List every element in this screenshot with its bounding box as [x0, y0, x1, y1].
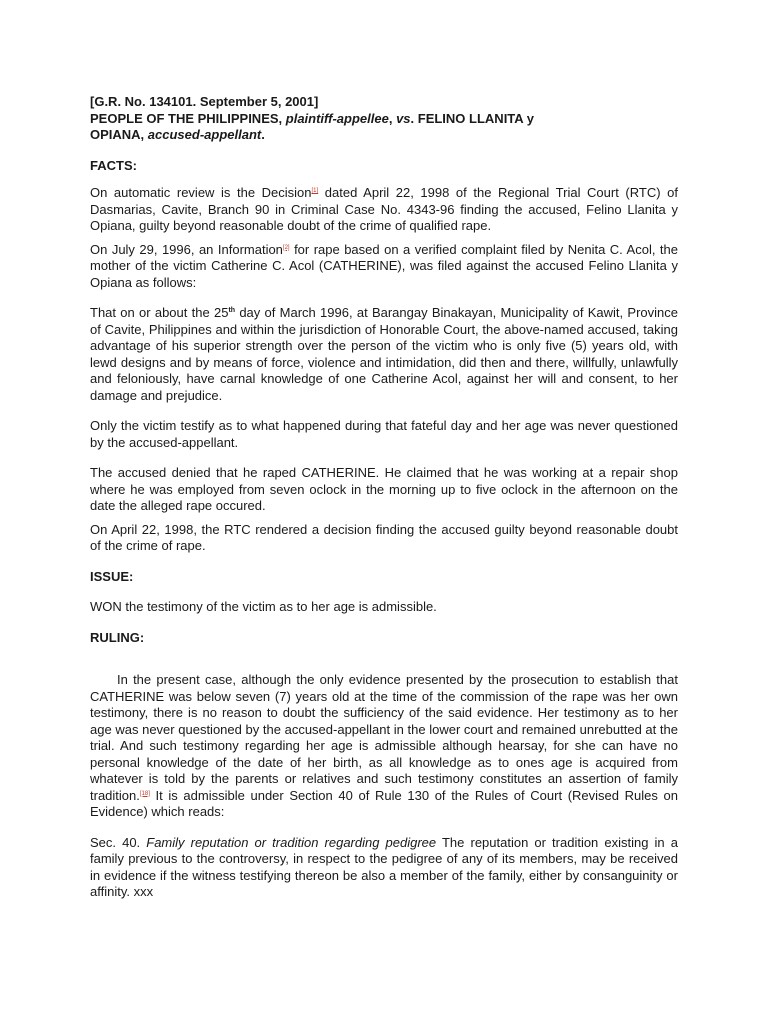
ruling-paragraph-2: Sec. 40. Family reputation or tradition regarding pedigree The reputation or tradition existing in a family previous to the controversy, in respect to the pedigree of any of its members, may be received in evidence if the witness testifying thereon be also a member of the family, either by consanguinity or affinity. xxx	[90, 834, 678, 899]
case-parties-cont: OPIANA, accused-appellant.	[90, 127, 265, 142]
section-title: Family reputation or tradition regarding pedigree	[146, 834, 437, 850]
footnote-link-1[interactable]: [1]	[311, 188, 319, 194]
facts-heading: FACTS:	[90, 157, 137, 173]
ruling-heading: RULING:	[90, 629, 145, 645]
plaintiff-role: plaintiff-appellee	[285, 110, 389, 126]
facts-paragraph-1: On automatic review is the Decision[1] dated April 22, 1998 of the Regional Trial Court (RTC) of Dasmarias, Cavite, Branch 90 in Criminal Case No. 4343-96 finding the accused, Felino Llanita y Opiana, guilty beyond reasonable doubt of the crime of qualified rape.	[90, 185, 678, 233]
footnote-link-18[interactable]: [18]	[139, 790, 150, 797]
issue-paragraph: WON the testimony of the victim as to her age is admissible.	[90, 599, 437, 614]
footnote-link-2[interactable]: [2]	[282, 244, 290, 251]
issue-heading: ISSUE:	[90, 568, 134, 584]
versus: vs	[396, 110, 411, 126]
case-number: [G.R. No. 134101. September 5, 2001]	[90, 94, 319, 109]
facts-paragraph-4: Only the victim testify as to what happened during that fateful day and her age was never questioned by the accused-appellant.	[90, 418, 678, 450]
facts-paragraph-5: The accused denied that he raped CATHERINE. He claimed that he was working at a repair shop where he was employed from seven oclock in the morning up to five oclock in the afternoon on the date the alleged rape occured.	[90, 465, 678, 513]
facts-paragraph-6: On April 22, 1998, the RTC rendered a decision finding the accused guilty beyond reasonable doubt of the crime of rape.	[90, 521, 678, 553]
facts-paragraph-2: On July 29, 1996, an Information[2] for rape based on a verified complaint filed by Nenita C. Acol, the mother of the victim Catherine C. Acol (CATHERINE), was filed against the accused Felino Llanita y Opiana as follows:	[90, 241, 678, 290]
information-quote: That on or about the 25th day of March 1996, at Barangay Binakayan, Municipality of Kawit, Province of Cavite, Philippines and within the jurisdiction of Honorable Court, the above-named accused, taking advantage of his superior strength over the person of the victim who is only five (5) years old, with lewd designs and by means of force, violence and intimidation, did then and there, willfully, unlawfully and feloniously, have carnal knowledge of one Catherine Acol, against her will and consent, to her damage and prejudice.	[90, 305, 678, 403]
ruling-paragraph-1: In the present case, although the only evidence presented by the prosecution to establish that CATHERINE was below seven (7) years old at the time of the commission of the rape was her own testimony, there is no reason to doubt the sufficiency of the said evidence. Her testimony as to her age was never questioned by the accused-appellant in the lower court and remained unrebutted at the trial. And such testimony regarding her age is admissible although hearsay, for she can have no personal knowledge of the date of her birth, as all knowledge as to ones age is acquired from whatever is told by the parents or relatives and such testimony constitutes an assertion of family tradition.[18] It is admissible under Section 40 of Rule 130 of the Rules of Court (Revised Rules on Evidence) which reads:	[90, 672, 678, 819]
accused-role: accused-appellant	[147, 127, 262, 142]
case-parties: PEOPLE OF THE PHILIPPINES, plaintiff-appellee, vs. FELINO LLANITA y	[90, 110, 535, 126]
